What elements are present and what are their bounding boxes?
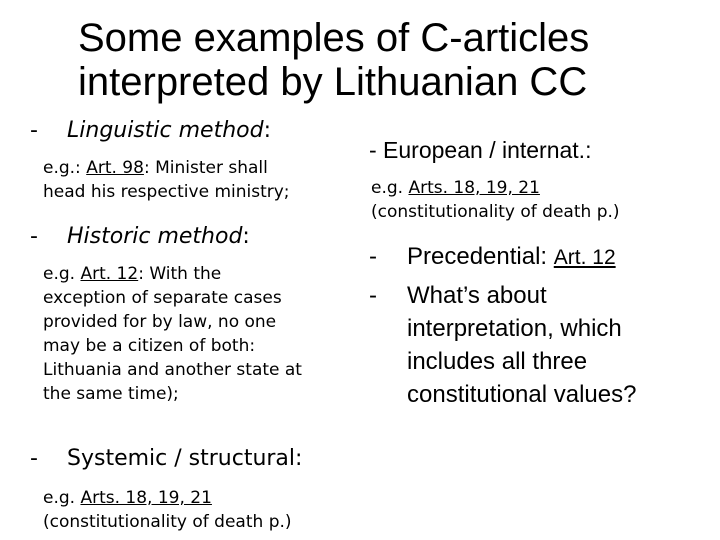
bullet-dash: - xyxy=(30,118,38,143)
question-text-line: What’s about xyxy=(407,282,547,309)
example-text: : Minister shall xyxy=(143,158,268,178)
bullet-dash: - xyxy=(369,243,377,270)
question-text-line: includes all three xyxy=(407,348,588,375)
linguistic-method-label: Linguistic method xyxy=(67,118,264,143)
example-text: (constitutionality of death p.) xyxy=(371,202,620,222)
historic-method-colon: : xyxy=(242,224,250,249)
example-text: head his respective ministry; xyxy=(43,182,290,202)
slide-title: Some examples of C-articles interpreted by Lithuanian CC xyxy=(78,16,590,104)
example-prefix: e.g. xyxy=(43,264,81,284)
historic-example xyxy=(43,262,302,406)
linguistic-article-ref: Art. 98 xyxy=(86,158,144,178)
example-prefix: e.g. xyxy=(371,178,409,198)
example-text: the same time); xyxy=(43,384,179,404)
example-text: (constitutionality of death p.) xyxy=(43,512,292,532)
systemic-example xyxy=(43,486,292,534)
example-prefix: e.g. xyxy=(43,488,81,508)
question-text-line: constitutional values? xyxy=(407,381,637,408)
bullet-dash: - xyxy=(30,446,38,471)
example-text: exception of separate cases xyxy=(43,288,282,308)
european-international-label: - European / internat.: xyxy=(369,137,592,163)
linguistic-example xyxy=(43,156,290,204)
systemic-article-ref: Arts. 18, 19, 21 xyxy=(80,488,212,508)
linguistic-method-colon: : xyxy=(263,118,272,143)
bullet-dash: - xyxy=(369,282,377,309)
bullet-dash: - xyxy=(30,224,38,249)
example-prefix: e.g.: xyxy=(43,158,87,178)
bullet-european-international xyxy=(369,134,591,167)
european-article-ref: Arts. 18, 19, 21 xyxy=(408,178,540,198)
historic-article-ref: Art. 12 xyxy=(80,264,139,284)
precedential-article-ref: Art. 12 xyxy=(553,246,616,269)
systemic-structural-label: Systemic / structural: xyxy=(67,446,303,471)
european-example xyxy=(371,176,620,224)
example-text: Lithuania and another state at xyxy=(43,360,302,380)
question-text-line: interpretation, which xyxy=(407,315,622,342)
precedential-label: Precedential: xyxy=(407,243,554,270)
example-text: may be a citizen of both: xyxy=(43,336,256,356)
example-text: : With the xyxy=(138,264,222,284)
historic-method-label: Historic method xyxy=(67,224,243,249)
example-text: provided for by law, no one xyxy=(43,312,277,332)
